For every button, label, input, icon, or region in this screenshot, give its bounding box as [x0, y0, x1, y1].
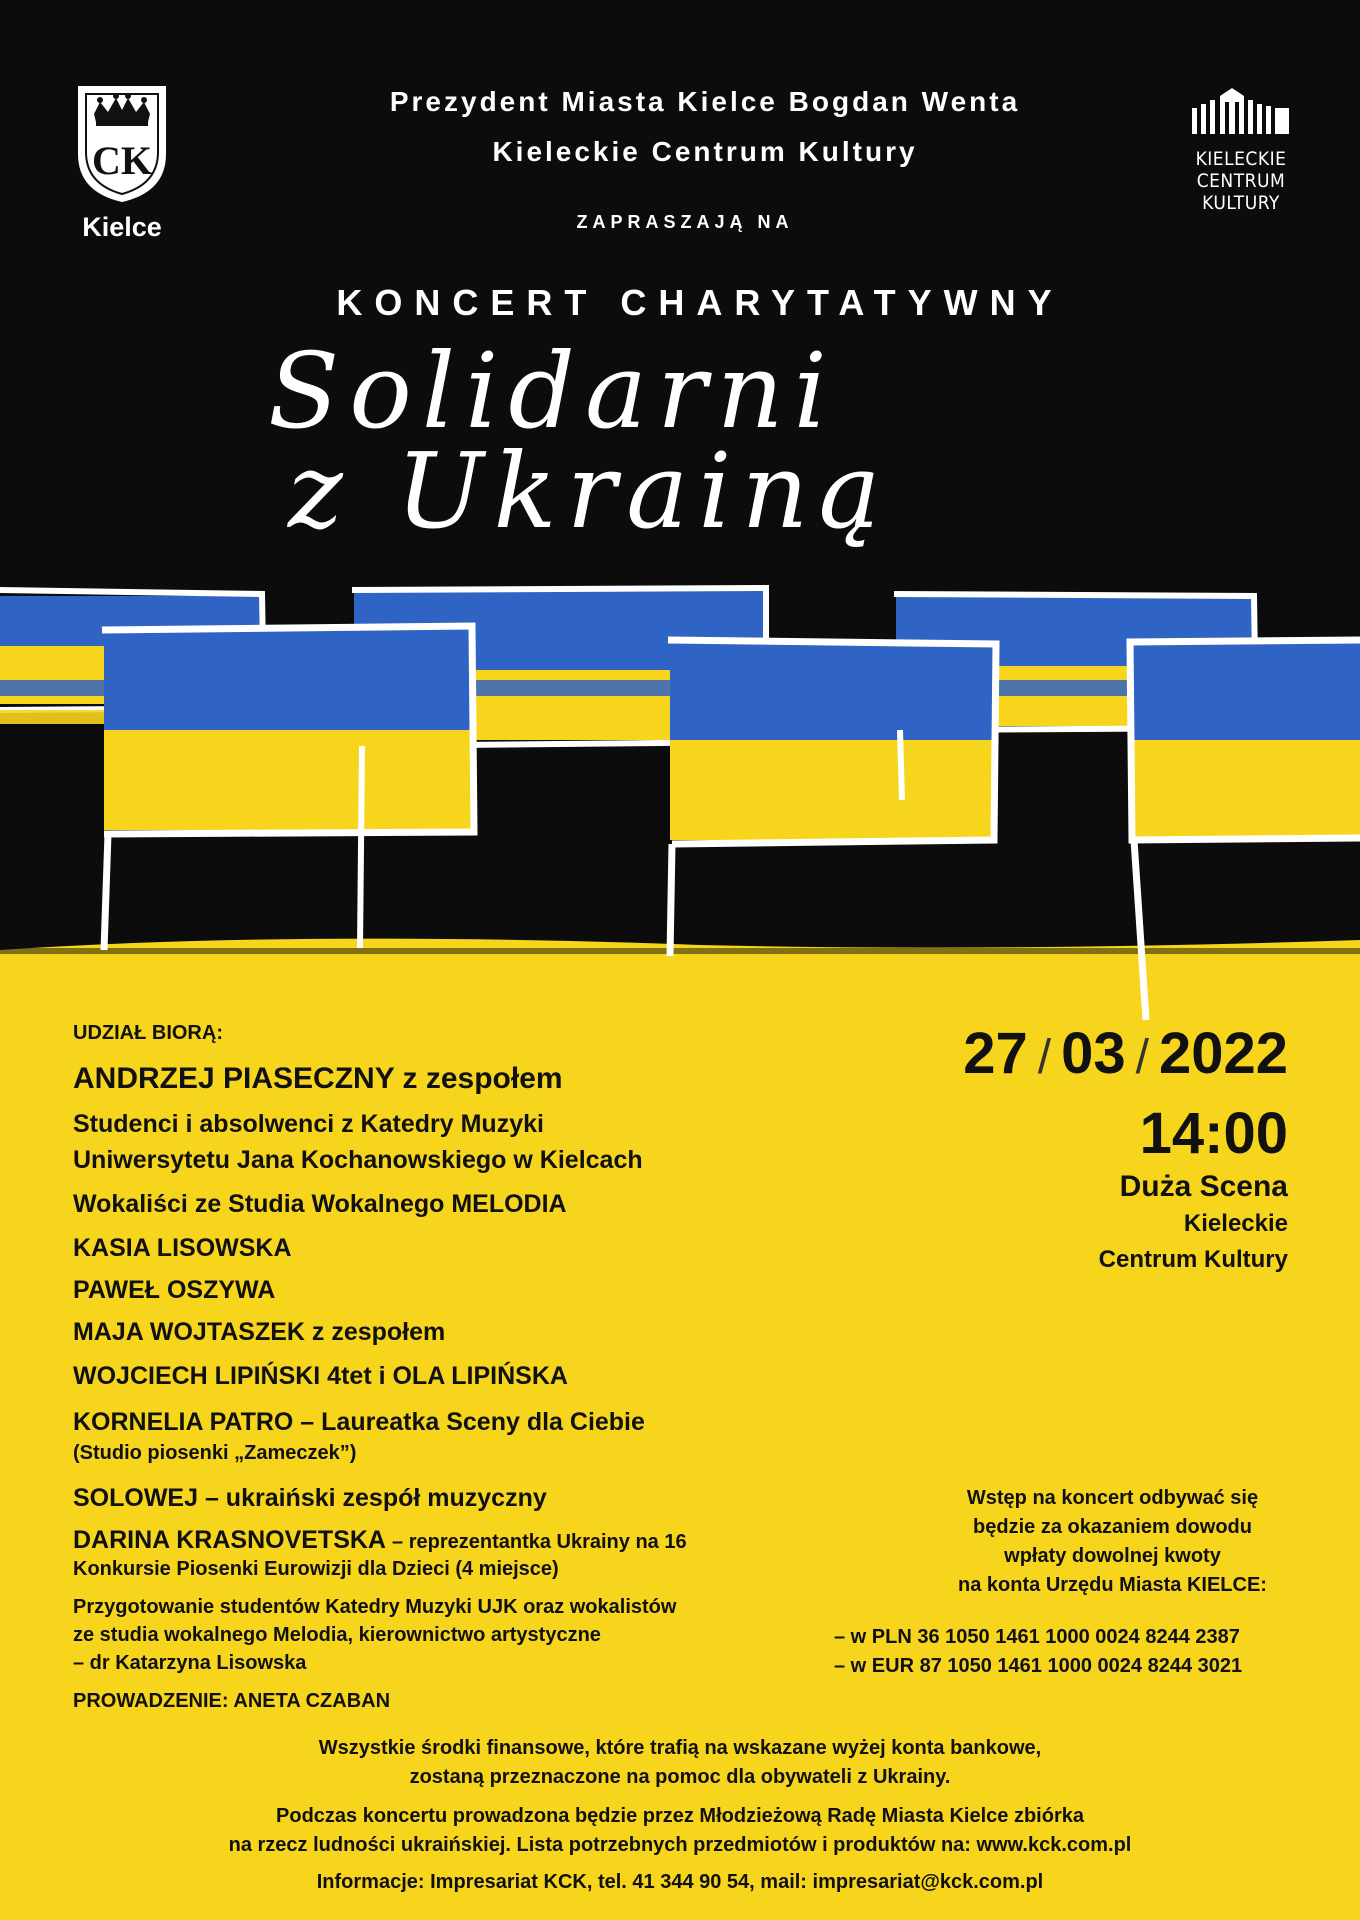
performer-2b: Uniwersytetu Jana Kochanowskiego w Kielcach: [73, 1146, 643, 1174]
account-pln: – w PLN 36 1050 1461 1000 0024 8244 2387: [834, 1626, 1240, 1648]
kck-word-2: CENTRUM: [1196, 170, 1286, 192]
date-month: 03: [1061, 1021, 1126, 1086]
date-day: 27: [963, 1021, 1028, 1086]
performer-10-note-2: Konkursie Piosenki Eurowizji dla Dzieci (4 miejsce): [73, 1558, 559, 1580]
organizer-line-2: Kieleckie Centrum Kultury: [492, 136, 918, 167]
venue-line-2: Kieleckie: [1183, 1210, 1288, 1237]
performer-10-note: – reprezentantka Ukrainy na 16: [392, 1531, 687, 1553]
account-eur: – w EUR 87 1050 1461 1000 0024 8244 3021: [834, 1655, 1243, 1677]
venue-line-3: Centrum Kultury: [1098, 1246, 1288, 1273]
performer-8-note: (Studio piosenki „Zameczek”): [73, 1442, 357, 1464]
footer-line-2: zostaną przeznaczone na pomoc dla obywateli z Ukrainy.: [409, 1766, 951, 1788]
preparation-line-2: ze studia wokalnego Melodia, kierownictwo artystyczne: [73, 1624, 601, 1646]
performer-10-name: DARINA KRASNOVETSKA: [73, 1526, 386, 1554]
footer-line-3: Podczas koncertu prowadzona będzie przez Młodzieżową Radę Miasta Kielce zbiórka: [276, 1805, 1084, 1827]
entry-line-3: wpłaty dowolnej kwoty: [1004, 1545, 1221, 1567]
event-date: [963, 1020, 1288, 1087]
preparation-line-1: Przygotowanie studentów Katedry Muzyki UJK oraz wokalistów: [73, 1596, 677, 1618]
venue-stage: Duża Scena: [1119, 1170, 1288, 1203]
entry-line-1: Wstęp na koncert odbywać się: [966, 1487, 1259, 1509]
kck-word-3: KULTURY: [1202, 192, 1280, 214]
footer-line-4: na rzecz ludności ukraińskiej. Lista potrzebnych przedmiotów i produktów na: www.kck.com.pl: [228, 1834, 1132, 1856]
title-line-2: z Ukrainą: [288, 430, 891, 552]
performer-9: SOLOWEJ – ukraiński zespół muzyczny: [73, 1484, 547, 1512]
organizer-line-1: Prezydent Miasta Kielce Bogdan Wenta: [389, 86, 1021, 117]
kck-word-1: KIELECKIE: [1195, 148, 1287, 170]
preparation-line-3: – dr Katarzyna Lisowska: [73, 1652, 307, 1674]
performer-1: ANDRZEJ PIASECZNY z zespołem: [73, 1062, 563, 1095]
entry-info: [920, 1484, 1305, 1600]
footer-line-1: Wszystkie środki finansowe, które trafią na wskazane wyżej konta bankowe,: [318, 1737, 1042, 1759]
entry-line-4: na konta Urzędu Miasta KIELCE:: [958, 1574, 1267, 1596]
event-time: 14:00: [1139, 1101, 1288, 1166]
flag-front-left: [102, 626, 476, 950]
performers-heading: UDZIAŁ BIORĄ:: [73, 1022, 223, 1044]
performer-3: Wokaliści ze Studia Wokalnego MELODIA: [73, 1190, 567, 1218]
flags-illustration: [0, 560, 1360, 1040]
performer-4: KASIA LISOWSKA: [73, 1234, 292, 1262]
footer-contact: Informacje: Impresariat KCK, tel. 41 344 90 54, mail: impresariat@kck.com.pl: [316, 1871, 1044, 1893]
title-line-1: Solidarni: [268, 330, 837, 452]
performer-5: PAWEŁ OSZYWA: [73, 1276, 276, 1304]
performer-7: WOJCIECH LIPIŃSKI 4tet i OLA LIPIŃSKA: [73, 1362, 568, 1390]
performer-2a: Studenci i absolwenci z Katedry Muzyki: [73, 1110, 544, 1138]
date-separator: /: [1135, 1031, 1149, 1084]
kielce-logo-name: Kielce: [82, 212, 162, 242]
svg-text:CK: CK: [92, 138, 152, 183]
entry-line-2: będzie za okazaniem dowodu: [973, 1516, 1252, 1538]
event-type: KONCERT CHARYTATYWNY: [336, 282, 1064, 323]
performer-10: [73, 1526, 687, 1555]
date-separator: /: [1037, 1031, 1052, 1084]
performer-8: KORNELIA PATRO – Laureatka Sceny dla Ciebie: [73, 1408, 645, 1436]
flag-front-center: [668, 640, 996, 956]
date-year: 2022: [1158, 1021, 1288, 1086]
host-line: PROWADZENIE: ANETA CZABAN: [73, 1690, 391, 1712]
invite-text: ZAPRASZAJĄ NA: [576, 212, 794, 232]
performer-6: MAJA WOJTASZEK z zespołem: [73, 1318, 446, 1346]
